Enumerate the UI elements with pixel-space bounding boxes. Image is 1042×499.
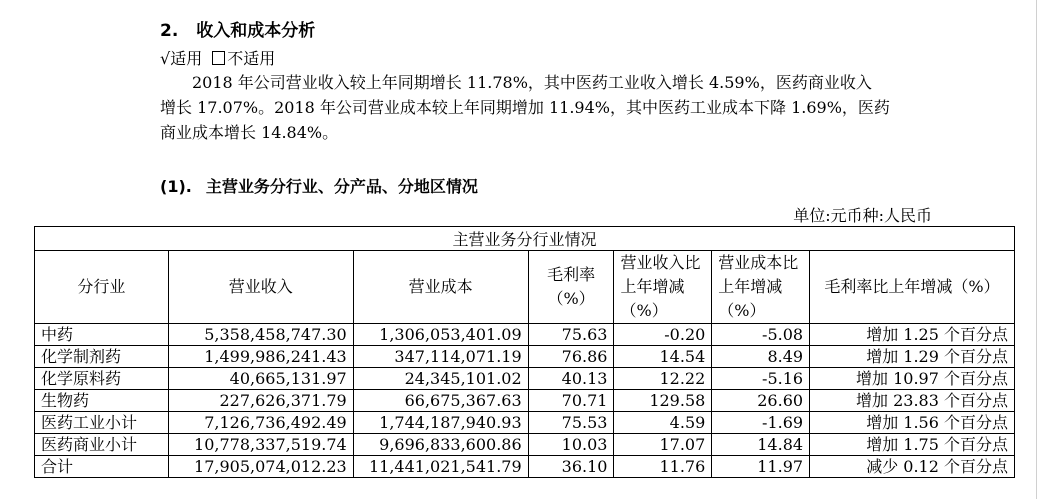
cell-revenue: 5,358,458,747.30 xyxy=(168,324,353,346)
cell-margin-change: 增加 1.75 个百分点 xyxy=(810,434,1015,456)
cell-cost: 11,441,021,541.79 xyxy=(353,456,528,478)
cell-revenue-change: -0.20 xyxy=(614,324,712,346)
cell-revenue-change: 11.76 xyxy=(614,456,712,478)
cell-cost: 66,675,367.63 xyxy=(353,390,528,412)
cell-segment: 医药工业小计 xyxy=(35,412,169,434)
cell-segment: 医药商业小计 xyxy=(35,434,169,456)
cell-gross-margin: 76.86 xyxy=(528,346,614,368)
table-row xyxy=(35,324,1015,346)
cell-gross-margin: 10.03 xyxy=(528,434,614,456)
cell-gross-margin: 36.10 xyxy=(528,456,614,478)
cell-revenue: 10,778,337,519.74 xyxy=(168,434,353,456)
cell-revenue-change: 4.59 xyxy=(614,412,712,434)
cell-cost-change: -1.69 xyxy=(712,412,810,434)
cell-margin-change: 增加 23.83 个百分点 xyxy=(810,390,1015,412)
table-row xyxy=(35,434,1015,456)
cell-segment: 合计 xyxy=(35,456,169,478)
table-row xyxy=(35,368,1015,390)
table-row xyxy=(35,412,1015,434)
cell-cost-change: 11.97 xyxy=(712,456,810,478)
cell-segment: 化学原料药 xyxy=(35,368,169,390)
cell-segment: 化学制剂药 xyxy=(35,346,169,368)
table-row xyxy=(35,390,1015,412)
header-segment: 分行业 xyxy=(35,251,169,324)
cell-cost-change: 14.84 xyxy=(712,434,810,456)
cell-gross-margin: 70.71 xyxy=(528,390,614,412)
table-header-row xyxy=(35,251,1015,324)
header-cost-change: 营业成本比上年增减（%） xyxy=(712,251,810,324)
applicable-option: √适用 xyxy=(160,49,203,68)
header-revenue-change: 营业收入比上年增减（%） xyxy=(614,251,712,324)
subsection-number: (1). xyxy=(160,177,192,196)
header-cost: 营业成本 xyxy=(353,251,528,324)
cell-margin-change: 增加 1.25 个百分点 xyxy=(810,324,1015,346)
subsection-title: 主营业务分行业、分产品、分地区情况 xyxy=(205,177,478,196)
subsection-heading xyxy=(160,174,478,197)
cell-segment: 生物药 xyxy=(35,390,169,412)
cell-segment: 中药 xyxy=(35,324,169,346)
cell-cost: 1,306,053,401.09 xyxy=(353,324,528,346)
header-gross-margin: 毛利率（%） xyxy=(528,251,614,324)
page-right-rule xyxy=(1036,0,1037,499)
section-title: 收入和成本分析 xyxy=(196,21,316,41)
cell-revenue-change: 17.07 xyxy=(614,434,712,456)
cell-revenue: 17,905,074,012.23 xyxy=(168,456,353,478)
table-caption: 主营业务分行业情况 xyxy=(35,227,1015,251)
cell-cost-change: 8.49 xyxy=(712,346,810,368)
table-caption-row xyxy=(35,227,1015,251)
cell-gross-margin: 40.13 xyxy=(528,368,614,390)
cell-cost-change: -5.08 xyxy=(712,324,810,346)
header-margin-change: 毛利率比上年增减（%） xyxy=(810,251,1015,324)
header-revenue: 营业收入 xyxy=(168,251,353,324)
cell-gross-margin: 75.63 xyxy=(528,324,614,346)
analysis-paragraph xyxy=(160,70,940,145)
cell-cost-change: 26.60 xyxy=(712,390,810,412)
unit-note: 单位:元币种:人民币 xyxy=(793,206,932,225)
cell-revenue-change: 14.54 xyxy=(614,346,712,368)
cell-margin-change: 减少 0.12 个百分点 xyxy=(810,456,1015,478)
cell-cost: 1,744,187,940.93 xyxy=(353,412,528,434)
cell-revenue: 227,626,371.79 xyxy=(168,390,353,412)
cell-margin-change: 增加 1.29 个百分点 xyxy=(810,346,1015,368)
table-row xyxy=(35,456,1015,478)
cell-cost: 9,696,833,600.86 xyxy=(353,434,528,456)
cell-revenue-change: 129.58 xyxy=(614,390,712,412)
paragraph-line: 商业成本增长 14.84%。 xyxy=(160,123,339,142)
not-applicable-option: 不适用 xyxy=(227,49,276,68)
section-number: 2. xyxy=(160,21,179,41)
segment-table xyxy=(34,226,1015,478)
applicability-options xyxy=(160,46,275,69)
section-heading xyxy=(160,16,315,41)
paragraph-line: 增长 17.07%。2018 年公司营业成本较上年同期增加 11.94%，其中医药工业成本下降 1.69%，医药 xyxy=(160,98,890,117)
cell-margin-change: 增加 1.56 个百分点 xyxy=(810,412,1015,434)
cell-revenue-change: 12.22 xyxy=(614,368,712,390)
cell-gross-margin: 75.53 xyxy=(528,412,614,434)
cell-margin-change: 增加 10.97 个百分点 xyxy=(810,368,1015,390)
cell-cost-change: -5.16 xyxy=(712,368,810,390)
table-row xyxy=(35,346,1015,368)
cell-revenue: 7,126,736,492.49 xyxy=(168,412,353,434)
checkbox-empty-icon xyxy=(212,51,225,65)
cell-cost: 24,345,101.02 xyxy=(353,368,528,390)
cell-revenue: 1,499,986,241.43 xyxy=(168,346,353,368)
cell-cost: 347,114,071.19 xyxy=(353,346,528,368)
paragraph-line: 2018 年公司营业收入较上年同期增长 11.78%，其中医药工业收入增长 4.59%，医药商业收入 xyxy=(192,73,872,92)
cell-revenue: 40,665,131.97 xyxy=(168,368,353,390)
